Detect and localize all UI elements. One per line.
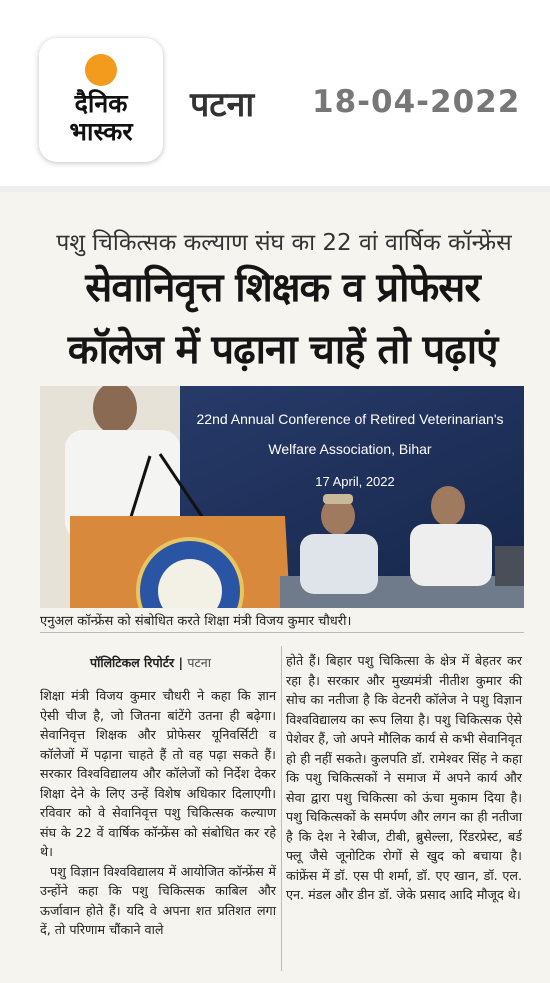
headline-line-1: सेवानिवृत्त शिक्षक व प्रोफेसर: [85, 265, 480, 311]
sun-icon: [85, 54, 117, 86]
guest-body-2: [410, 524, 492, 586]
column-divider: [281, 646, 282, 971]
byline-name: पॉलिटिकल रिपोर्टर: [90, 655, 175, 670]
column-1-paragraph-1: शिक्षा मंत्री विजय कुमार चौधरी ने कहा कि ज्ञान ऐसी चीज है, जो जितना बांटेंगे उतना ही बढ़ेगा। सेवानिवृत्त शिक्षक और प्रोफेसर यूनिवर्सिटी व कॉलेजों में पढ़ाना चाहते हैं तो वह पढ़ा सकते हैं। सरकार विश्वविद्यालय और कॉलेजों को निर्देश देकर शिक्षा देने के लिए उन्हें विशेष अधिकार दिलाएगी। रविवार को वे सेवानिवृत्त पशु चिकित्सक कल्याण संघ के 22 वें वार्षिक कॉन्फ्रेंस को संबोधित कर रहे थे।: [40, 688, 276, 859]
byline-place: पटना: [187, 655, 211, 670]
article-photo[interactable]: [40, 386, 524, 608]
banner-text-1: 22nd Annual Conference of Retired Veterinarian's: [196, 411, 504, 427]
guest-body-1: [300, 534, 378, 594]
article-column-2: [286, 651, 522, 905]
chair: [495, 546, 524, 586]
edition-city: पटना: [190, 85, 255, 125]
guest-hat: [323, 494, 353, 504]
app-header: [0, 0, 550, 185]
logo-text-bhaskar: भास्कर: [69, 117, 133, 146]
photo-caption: एनुअल कॉन्फ्रेंस को संबोधित करते शिक्षा मंत्री विजय कुमार चौधरी।: [40, 614, 352, 629]
guest-head-2: [431, 486, 465, 526]
headline-line-2: कॉलेज में पढ़ाना चाहें तो पढ़ाएं: [67, 327, 498, 373]
caption-rule: [40, 632, 524, 633]
column-2-paragraph-1: होते हैं। बिहार पशु चिकित्सा के क्षेत्र में बेहतर कर रहा है। सरकार और मुख्यमंत्री नीतीश कुमार की सोच का नतीजा है कि वेटनरी कॉलेज ने पशु विज्ञान विश्वविद्यालय का रूप लिया है। पशु चिकित्सक ऐसे पेशेवर हैं, जो अपने मौलिक कार्य से कभी सेवानिवृत हो ही नहीं सकते। कुलपति डॉ. रामेश्वर सिंह ने कहा कि पशु चिकित्सकों ने समाज में अपने कार्य और सेवा द्वारा पशु चिकित्सा को ऊंचा मुकाम दिया है। पशु चिकित्सकों के समर्पण और लगन का ही नतीजा है कि देश ने रेबीज, टीबी, ब्रुसेल्ला, रिंडरप्रेस्ट, बर्ड फ्लू जैसे जूनोटिक रोगों से खुद को बचाया है। कांफ्रेंस में डॉ. एस पी शर्मा, डॉ. एए खान, डॉ. एल. एन. मंडल और डीन डॉ. जेके प्रसाद आदि मौजूद थे।: [286, 653, 522, 902]
article-kicker: पशु चिकित्सक कल्याण संघ का 22 वां वार्षिक कॉन्फ्रेंस: [56, 230, 512, 256]
conference-photo-illustration: [40, 386, 524, 608]
byline: पॉलिटिकल रिपोर्टर | पटना: [90, 655, 211, 670]
dainik-bhaskar-logo[interactable]: [39, 38, 163, 162]
logo-text-dainik: दैनिक: [74, 89, 128, 118]
column-1-paragraph-2: पशु विज्ञान विश्वविद्यालय में आयोजित कॉन्फ्रेंस में उन्होंने कहा कि पशु चिकित्सक काबिल और ऊर्जावान होते हैं। यदि वे अपना शत प्रतिशत लगा दें, तो परिणाम चौंकाने वाले: [40, 863, 276, 937]
banner-text-2: Welfare Association, Bihar: [268, 441, 432, 457]
article-column-1: [40, 686, 276, 940]
edition-date: 18-04-2022: [312, 84, 521, 120]
banner-text-date: 17 April, 2022: [315, 474, 395, 489]
